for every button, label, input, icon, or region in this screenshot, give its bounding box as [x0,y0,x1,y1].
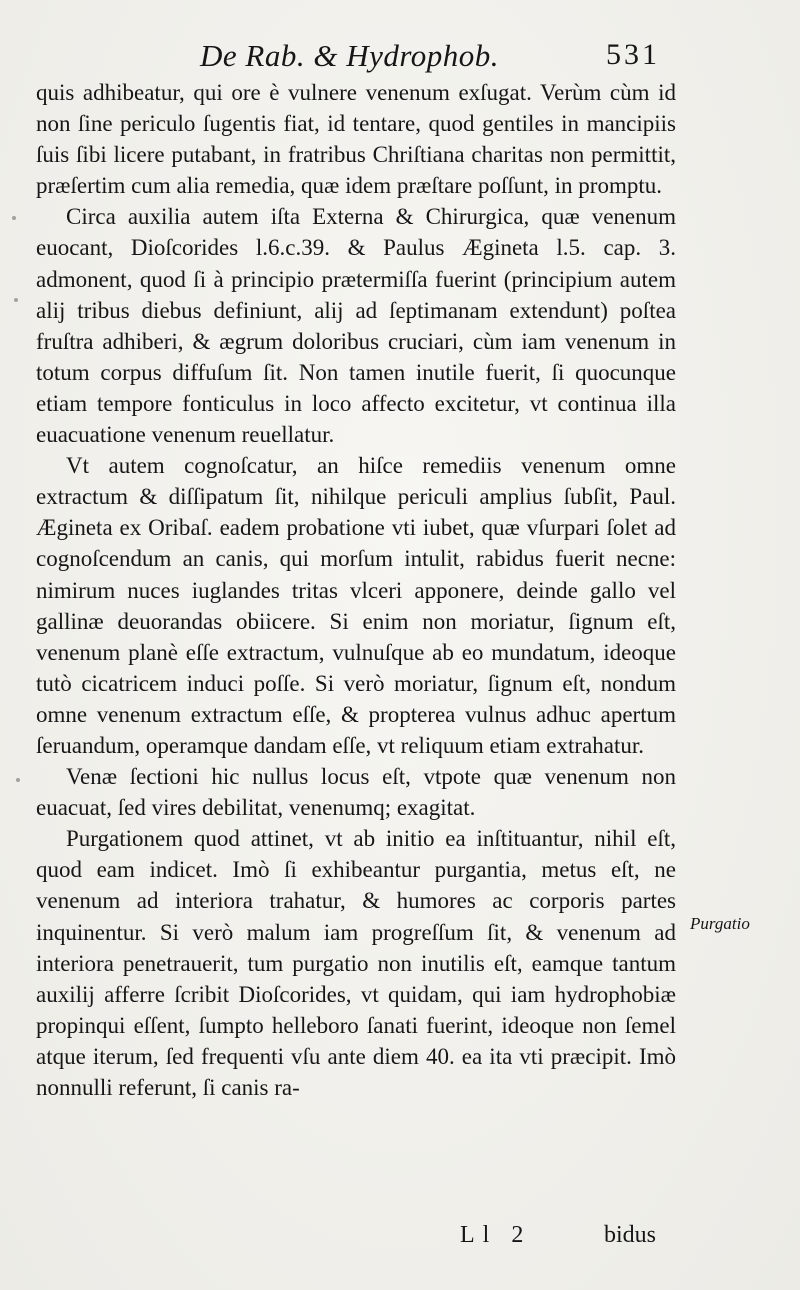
paragraph: quis adhibeatur, qui ore è vulnere venenum exſugat. Verùm cùm id non ſine periculo ſugentis fiat, id tentare, quod gentiles in mancipiis ſuis ſibi licere putabant, in fratribus Chriſtiana charitas non permittit, præſertim cum alia remedia, quæ idem præſtare poſſunt, in promptu. [36,80,676,199]
running-title: De Rab. & Hydrophob. [200,38,500,73]
catchword: bidus [604,1222,657,1248]
paragraph: Circa auxilia autem iſta Externa & Chirurgica, quæ venenum euocant, Dioſcorides l.6.c.39. & Paulus Ægineta l.5. cap. 3. admonent, quod ſi à principio prætermiſſa fuerint (principium autem alij tribus diebus definiunt, alij ad ſeptimanam extendunt) poſtea fruſtra adhiberi, & ægrum doloribus cruciari, cùm iam venenum in totum corpus diffuſum ſit. Non tamen inutile fuerit, ſi quocunque etiam tempore fonticulus in loco affecto excitetur, vt continua illa euacuatione venenum reuellatur. [36,204,676,448]
paragraph: Venæ ſectioni hic nullus locus eſt, vtpote quæ venenum non euacuat, ſed vires debilitat, venenumq; exagitat. [36,764,676,821]
signature-mark: Ll 2 [460,1222,532,1248]
ink-speck [16,778,20,782]
paragraph: Vt autem cognoſcatur, an hiſce remediis venenum omne extractum & diſſipatum ſit, nihilque periculi amplius ſubſit, Paul. Ægineta ex Oribaſ. eadem probatione vti iubet, quæ vſurpari ſolet ad cognoſcendum an canis, qui morſum intulit, rabidus fuerit necne: nimirum nuces iuglandes tritas vlceri apponere, deinde gallo vel gallinæ deuorandas obiicere. Si enim non moriatur, ſignum eſt, venenum planè eſſe extractum, vulnuſque ab eo mundatum, ideoque tutò cicatricem induci poſſe. Si verò moriatur, ſignum eſt, nondum omne venenum extractum eſſe, & propterea vulnus adhuc apertum ſeruandum, operamque dandam eſſe, vt reliquum etiam extrahatur. [36,453,676,758]
ink-speck [14,298,18,302]
page-footer [0,1222,800,1258]
page-number: 531 [606,38,660,71]
paragraph: Purgationem quod attinet, vt ab initio ea inſtituantur, nihil eſt, quod eam indicet. Imò ſi exhibeantur purgantia, metus eſt, ne venenum ad interiora trahatur, & humores ac corporis partes inquinentur. Si verò malum iam progreſſum ſit, & venenum ad interiora penetrauerit, tum purgatio non inutilis eſt, eamque tantum auxilij afferre ſcribit Dioſcorides, vt quidam, qui iam hydrophobiæ propinqui eſſent, ſumpto helleboro ſanati fuerint, ideoque non ſemel atque iterum, ſed frequenti vſu ante diem 40. ea ita vti præcipit. Imò nonnulli referunt, ſi canis ra- [36,826,676,1100]
margin-note: Purgatio [690,914,750,933]
ink-speck [12,216,16,220]
body-text [36,77,676,1103]
